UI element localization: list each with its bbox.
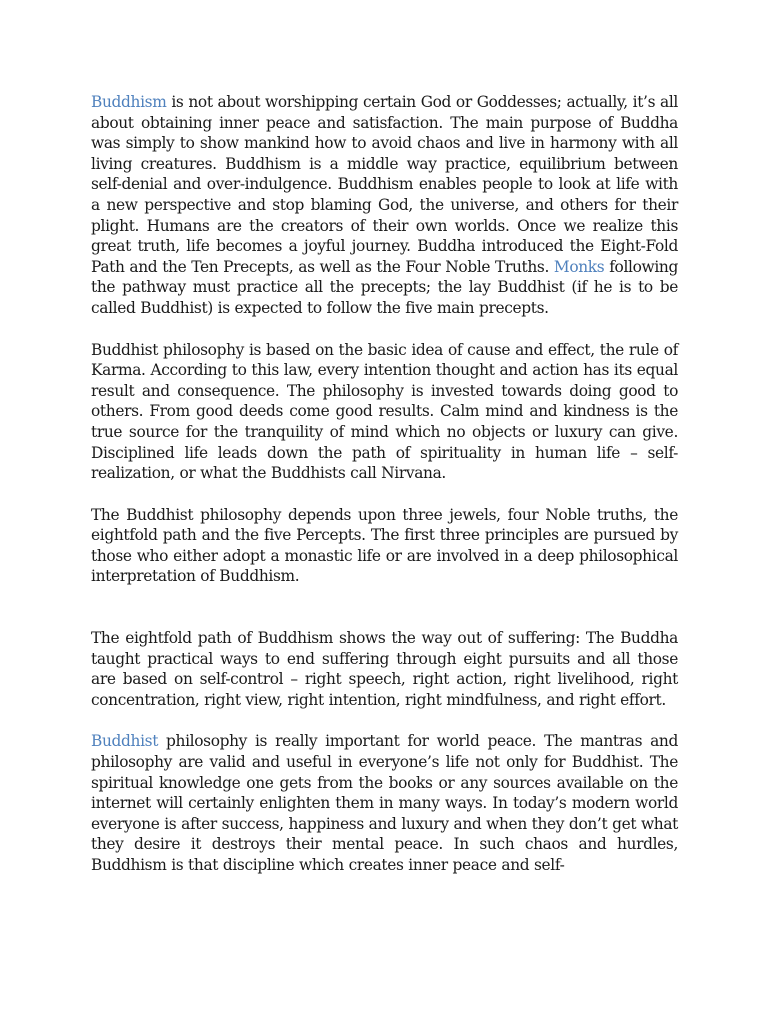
document-page xyxy=(91,92,678,876)
paragraph-text: following the pathway must practice all the precepts; the lay Buddhist (if he is to be called Buddhist) is expected to follow the five main precepts. xyxy=(91,257,678,317)
paragraph-eightfold-path xyxy=(91,628,678,710)
paragraph-three-jewels xyxy=(91,505,678,587)
paragraph-philosophy-karma xyxy=(91,340,678,484)
paragraph-text: is not about worshipping certain God or Goddesses; actually, it’s all about obtaining inner peace and satisfaction. The main purpose of Buddha was simply to show mankind how to avoid chaos and live in harmony with all living creatures. Buddhism is a middle way practice, equilibrium between self-denial and over-indulgence. Buddhism enables people to look at life with a new perspective and stop blaming God, the universe, and others for their plight. Humans are the creators of their own worlds. Once we realize this great truth, life becomes a joyful journey. Buddha introduced the Eight-Fold Path and the Ten Precepts, as well as the Four Noble Truths. xyxy=(91,93,678,276)
paragraph-text: Buddhist philosophy is based on the basic idea of cause and effect, the rule of Karma. According to this law, every intention thought and action has its equal result and consequence. The philosophy is invested towards doing good to others. From good deeds come good results. Calm mind and kindness is the true source for the tranquility of mind which no objects or luxury can give. Disciplined life leads down the path of spirituality in human life – self-realization, or what the Buddhists call Nirvana. xyxy=(91,340,678,483)
paragraph-text: philosophy is really important for world peace. The mantras and philosophy are valid and useful in everyone’s life not only for Buddhist. The spiritual knowledge one gets from the books or any sources available on the internet will certainly enlighten them in many ways. In today’s modern world everyone is after success, happiness and luxury and when they don’t get what they desire it destroys their mental peace. In such chaos and hurdles, Buddhism is that discipline which creates inner peace and self- xyxy=(91,732,678,874)
paragraph-text: The Buddhist philosophy depends upon three jewels, four Noble truths, the eightfold path and the five Percepts. The first three principles are pursued by those who either adopt a monastic life or are involved in a deep philosophical interpretation of Buddhism. xyxy=(91,505,678,586)
paragraph-world-peace xyxy=(91,731,678,875)
paragraph-buddhism-intro xyxy=(91,92,678,319)
monks-link[interactable]: Monks xyxy=(553,257,605,276)
buddhism-link[interactable]: Buddhism xyxy=(91,93,167,111)
buddhist-link[interactable]: Buddhist xyxy=(91,732,159,751)
paragraph-text: The eightfold path of Buddhism shows the way out of suffering: The Buddha taught practical ways to end suffering through eight pursuits and all those are based on self-control – right speech, right action, right livelihood, right concentration, right view, right intention, right mindfulness, and right effort. xyxy=(91,629,678,709)
